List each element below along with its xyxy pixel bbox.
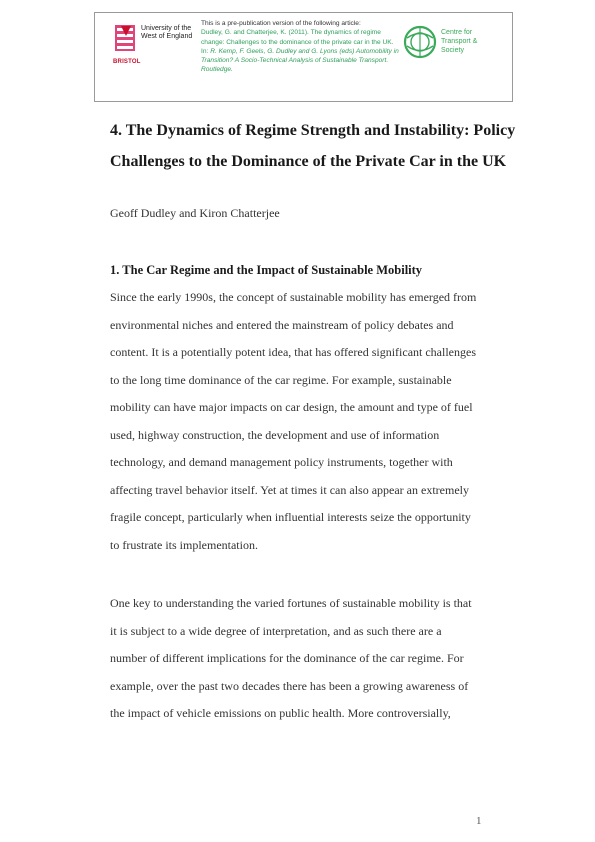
paragraph-line: fragile concept, particularly when influential interests seize the opportunity (110, 510, 471, 524)
prepublication-header (94, 12, 513, 102)
paragraph-line: technology, and demand management policy instruments, together with (110, 455, 453, 469)
section-heading: 1. The Car Regime and the Impact of Sustainable Mobility (110, 263, 423, 277)
paragraph-line: to frustrate its implementation. (110, 537, 258, 552)
paragraph-line: content. It is a potentially potent idea, that has offered significant challenges (110, 345, 476, 359)
paragraph-line: One key to understanding the varied fortunes of sustainable mobility is that (110, 596, 472, 610)
uwe-logo-name: University of the West of England (141, 25, 193, 40)
chapter-title-line-2: Challenges to the Dominance of the Private Car in the UK (110, 153, 507, 170)
paragraph-line: example, over the past two decades there has been a growing awareness of (110, 678, 469, 693)
citation (201, 28, 401, 74)
paragraph-line: to the long time dominance of the car regime. For example, sustainable (110, 372, 452, 387)
paragraph-line: the impact of vehicle emissions on public health. More controversially, (110, 706, 451, 720)
paragraph-line: number of different implications for the dominance of the car regime. For (110, 651, 464, 665)
cts-logo (403, 25, 508, 65)
chapter-title-line-1: 4. The Dynamics of Regime Strength and Instability: Policy (110, 122, 516, 139)
uwe-logo-city: BRISTOL (113, 59, 141, 65)
article-note (201, 19, 401, 75)
cts-globe-icon (403, 25, 437, 59)
paragraph-line: Since the early 1990s, the concept of sustainable mobility has emerged from (110, 290, 477, 304)
uwe-shield-icon (113, 23, 139, 55)
paragraph-line: environmental niches and entered the mainstream of policy debates and (110, 317, 454, 332)
note-intro: This is a pre-publication version of the following article: (201, 20, 361, 27)
citation-plain: Dudley, G. and Chatterjee, K. (2011). The dynamics of regime change: Challenges to the dominance of the private car in the UK. In: (201, 29, 394, 55)
paragraph-line: it is subject to a wide degree of interpretation, and as such there are a (110, 623, 442, 638)
uwe-logo (113, 23, 193, 71)
paragraph-line: affecting travel behavior itself. Yet at times it can also appear an extremely (110, 482, 469, 497)
citation-italic: R. Kemp, F. Geels, G. Dudley and G. Lyons (eds) Automobility in Transition? A Socio-Technical Analysis of Sustainable Transport. Routledge. (201, 47, 399, 74)
page-number: 1 (476, 815, 482, 827)
authors: Geoff Dudley and Kiron Chatterjee (110, 206, 280, 220)
cts-logo-name: Centre for Transport & Society (441, 29, 478, 54)
paragraph-line: mobility can have major impacts on car design, the amount and type of fuel (110, 400, 473, 414)
paragraph-line: used, highway construction, the development and use of information (110, 427, 440, 442)
